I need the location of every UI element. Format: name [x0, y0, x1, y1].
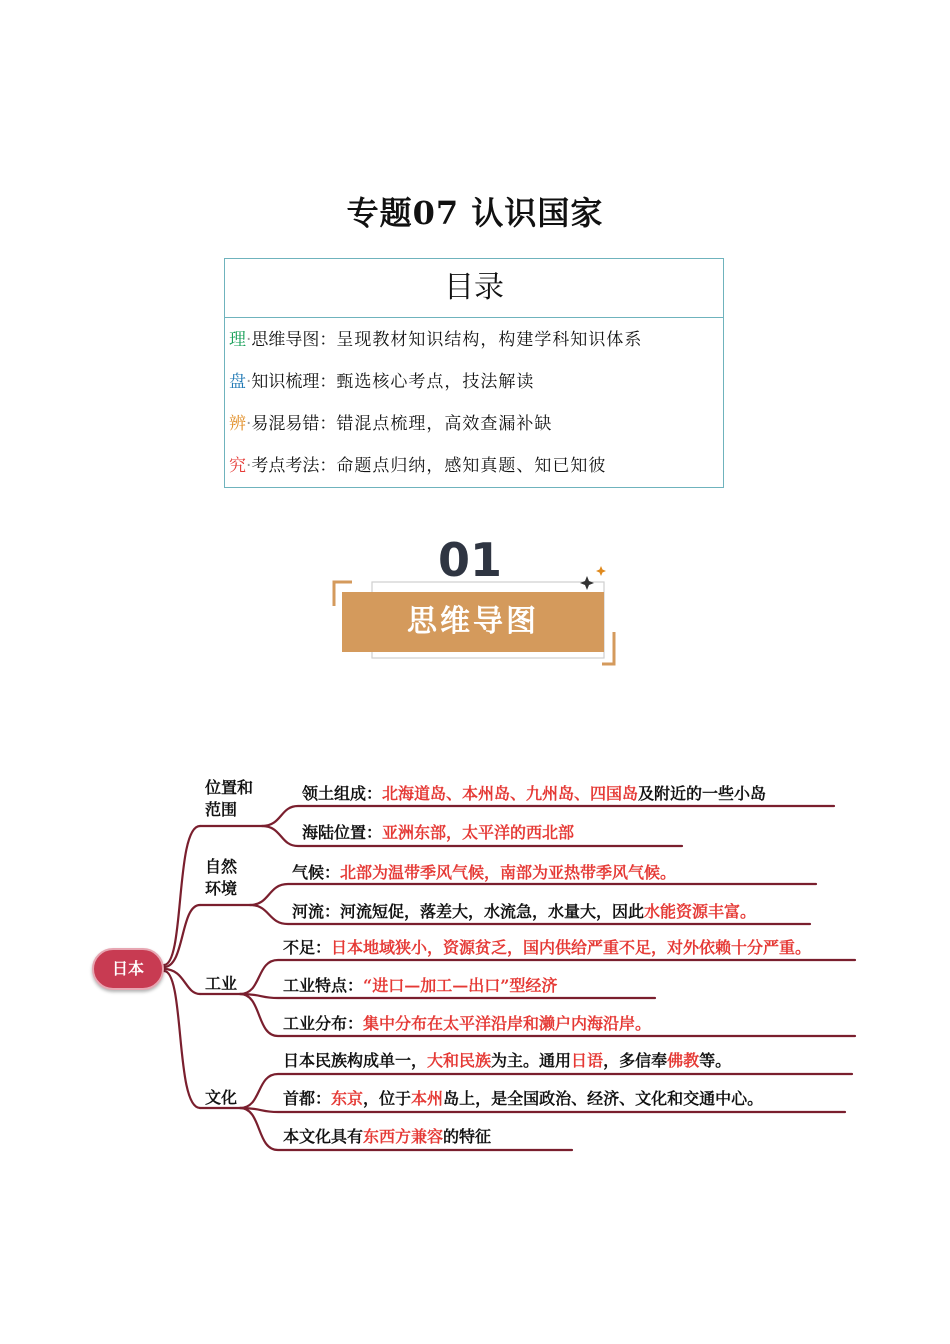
- toc-desc: 命题点归纳，感知真题、知已知彼: [336, 456, 607, 476]
- toc-label: 思维导图：: [251, 330, 337, 350]
- category-industry: 工业: [205, 974, 238, 993]
- section-number: 01: [437, 533, 502, 587]
- toc-mark: 理: [229, 330, 246, 350]
- toc-label: 考点考法：: [251, 456, 337, 476]
- toc-label: 易混易错：: [251, 414, 337, 434]
- toc-desc: 错混点梳理，高效查漏补缺: [336, 414, 553, 434]
- category-culture: 文化: [205, 1088, 238, 1107]
- branch-industry-features: 工业特点：“进口—加工—出口”型经济: [283, 976, 558, 995]
- toc-desc: 甄选核心考点，技法解读: [336, 372, 535, 392]
- branch-capital: 首都：东京，位于本州岛上，是全国政治、经济、文化和交通中心。: [283, 1089, 764, 1108]
- page-title: 专题07 认识国家: [346, 194, 604, 232]
- toc-heading: 目录: [225, 259, 723, 318]
- toc-mark: 究: [229, 456, 246, 476]
- branch-climate: 气候：北部为温带季风气候，南部为亚热带季风气候。: [292, 863, 677, 882]
- branch-sea-land-position: 海陆位置：亚洲东部，太平洋的西北部: [302, 823, 575, 842]
- toc-row: 辨·易混易错：错混点梳理，高效查漏补缺: [229, 414, 553, 434]
- toc-row: 盘·知识梳理：甄选核心考点，技法解读: [229, 372, 535, 392]
- section-banner: 思维导图: [342, 592, 604, 652]
- toc-desc: 呈现教材知识结构，构建学科知识体系: [336, 330, 643, 350]
- category-location: 位置和 范围: [205, 778, 254, 819]
- toc-label: 知识梳理：: [251, 372, 337, 392]
- branch-shortage: 不足：日本地域狭小，资源贫乏，国内供给严重不足，对外依赖十分严重。: [283, 938, 812, 957]
- branch-rivers: 河流：河流短促，落差大，水流急，水量大，因此水能资源丰富。: [292, 902, 757, 921]
- category-environment: 自然 环境: [205, 857, 238, 898]
- root-node: 日本: [92, 948, 164, 990]
- toc-mark: 盘: [229, 372, 246, 392]
- toc-row: 究·考点考法：命题点归纳，感知真题、知已知彼: [229, 456, 607, 476]
- toc-row: 理·思维导图：呈现教材知识结构，构建学科知识体系: [229, 330, 643, 350]
- toc-mark: 辨: [229, 414, 246, 434]
- branch-ethnicity: 日本民族构成单一，大和民族为主。通用日语，多信奉佛教等。: [283, 1051, 732, 1070]
- branch-territory: 领土组成：北海道岛、本州岛、九州岛、四国岛及附近的一些小岛: [302, 784, 767, 803]
- branch-industry-distribution: 工业分布：集中分布在太平洋沿岸和濑户内海沿岸。: [283, 1014, 652, 1033]
- branch-culture-feature: 本文化具有东西方兼容的特征: [283, 1127, 492, 1146]
